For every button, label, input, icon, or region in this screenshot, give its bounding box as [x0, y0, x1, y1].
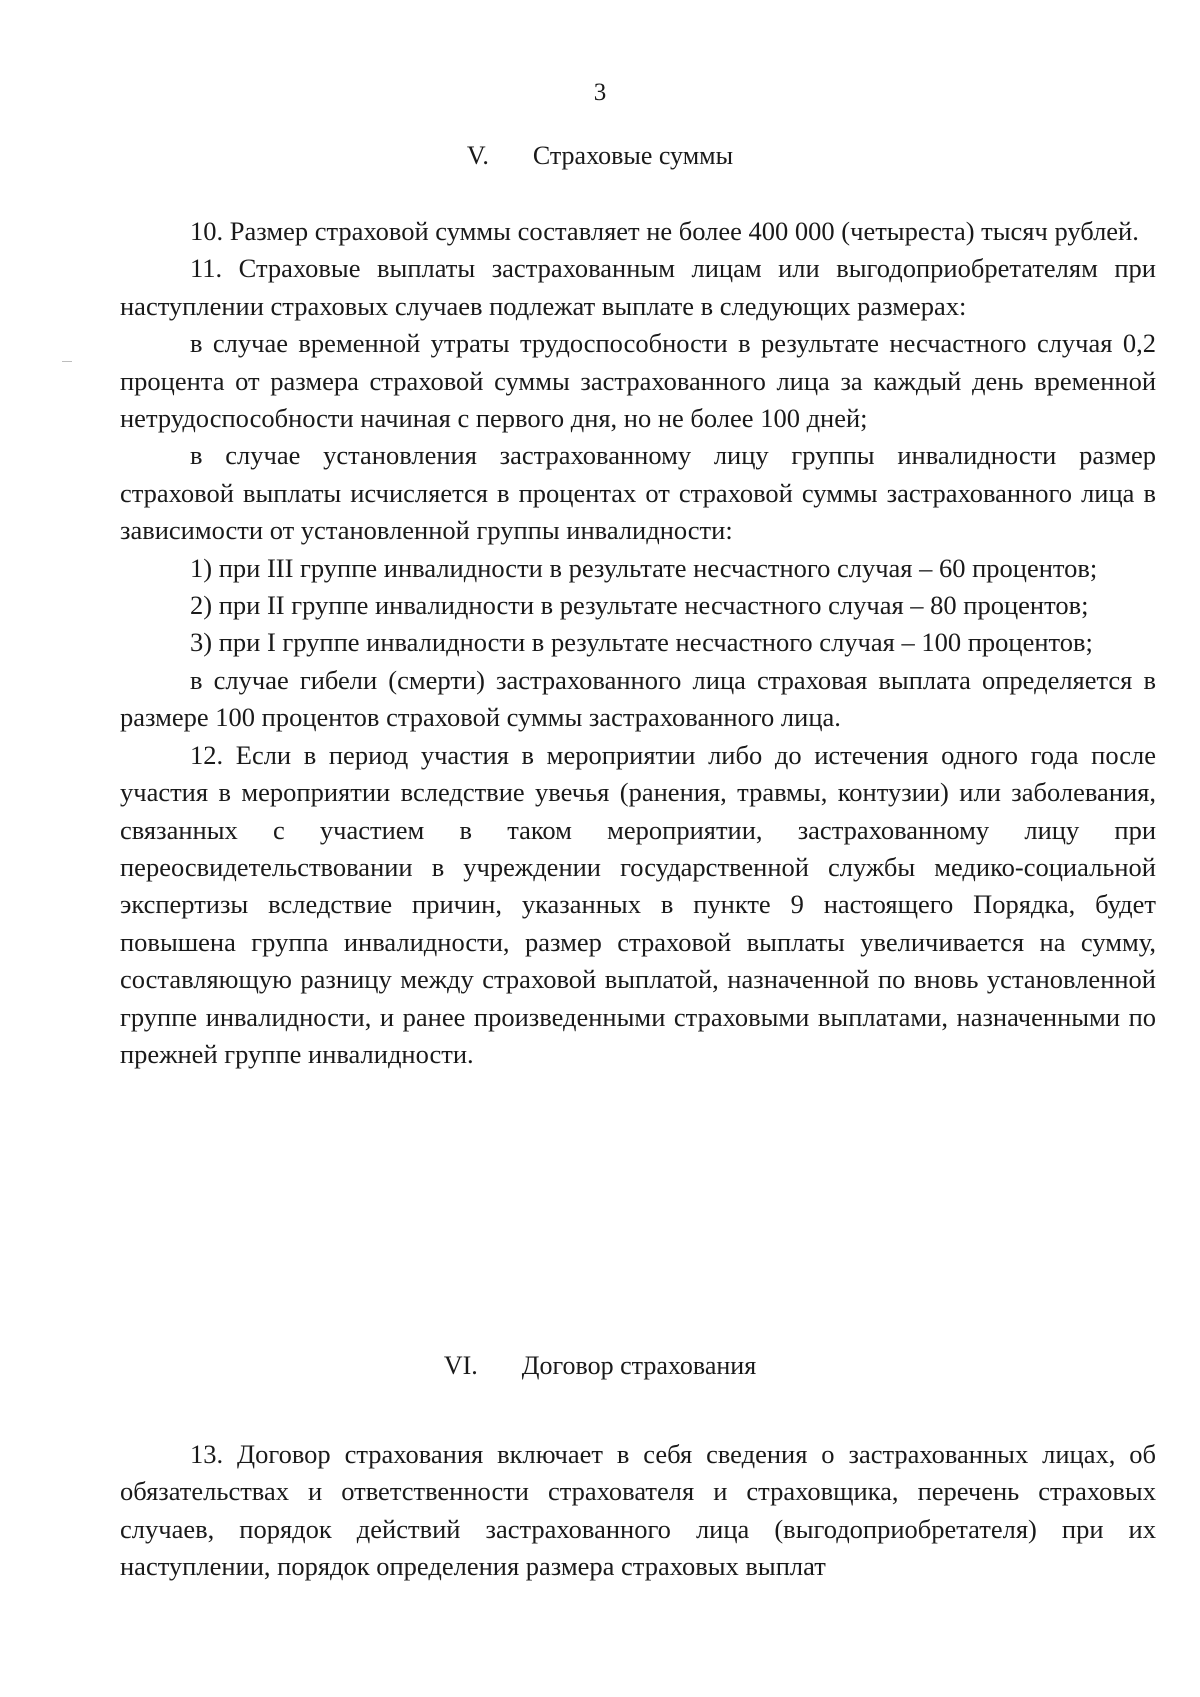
section-number: VI.: [443, 1351, 478, 1380]
section-v-body: [120, 213, 1156, 1073]
list-item: 2) при II группе инвалидности в результате несчастного случая – 80 процентов;: [190, 590, 1089, 621]
paragraph: 11. Страховые выплаты застрахованным лицам или выгодоприобретателям при наступлении страховых случаев подлежат выплате в следующих размерах:: [120, 253, 1156, 321]
section-title: Страховые суммы: [532, 141, 734, 170]
paragraph: в случае временной утраты трудоспособности в результате несчастного случая 0,2 процента от размера страховой суммы застрахованного лица за каждый день временной нетрудоспособности начиная с первого дня, но не более 100 дней;: [120, 328, 1156, 434]
margin-mark: [62, 361, 72, 362]
section-heading-vi: [0, 1350, 1200, 1382]
paragraph: 12. Если в период участия в мероприятии либо до истечения одного года после участия в мероприятии вследствие увечья (ранения, травмы, контузии) или заболевания, связанных с участием в таком мероприятии, застрахованному лицу при переосвидетельствовании в учреждении государственной службы медико-социальной экспертизы вследствие причин, указанных в пункте 9 настоящего Порядка, будет повышена группа инвалидности, размер страховой выплаты увеличивается на сумму, составляющую разницу между страховой выплатой, назначенной по вновь установленной группе инвалидности, и ранее произведенными страховыми выплатами, назначенными по прежней группе инвалидности.: [120, 739, 1156, 1069]
section-number: V.: [466, 141, 489, 170]
page-number: 3: [593, 79, 607, 106]
paragraph: в случае гибели (смерти) застрахованного лица страховая выплата определяется в размере 100 процентов страховой суммы застрахованного лица.: [120, 664, 1156, 733]
section-heading-v: [0, 140, 1200, 172]
list-item: 3) при I группе инвалидности в результате несчастного случая – 100 процентов;: [190, 627, 1093, 658]
section-title: Договор страхования: [521, 1351, 757, 1380]
list-item: 1) при III группе инвалидности в результате несчастного случая – 60 процентов;: [190, 552, 1098, 583]
paragraph: 13. Договор страхования включает в себя сведения о застрахованных лицах, об обязательствах и ответственности страхователя и страховщика, перечень страховых случаев, порядок действий застрахованного лица (выгодоприобретателя) при их наступлении, порядок определения размера страховых выплат: [120, 1439, 1156, 1582]
paragraph: 10. Размер страховой суммы составляет не более 400 000 (четыреста) тысяч рублей.: [190, 216, 1139, 246]
paragraph: в случае установления застрахованному лицу группы инвалидности размер страховой выплаты исчисляется в процентах от страховой суммы застрахованного лица в зависимости от установленной группы инвалидности:: [120, 440, 1156, 546]
section-vi-body: [120, 1436, 1156, 1586]
